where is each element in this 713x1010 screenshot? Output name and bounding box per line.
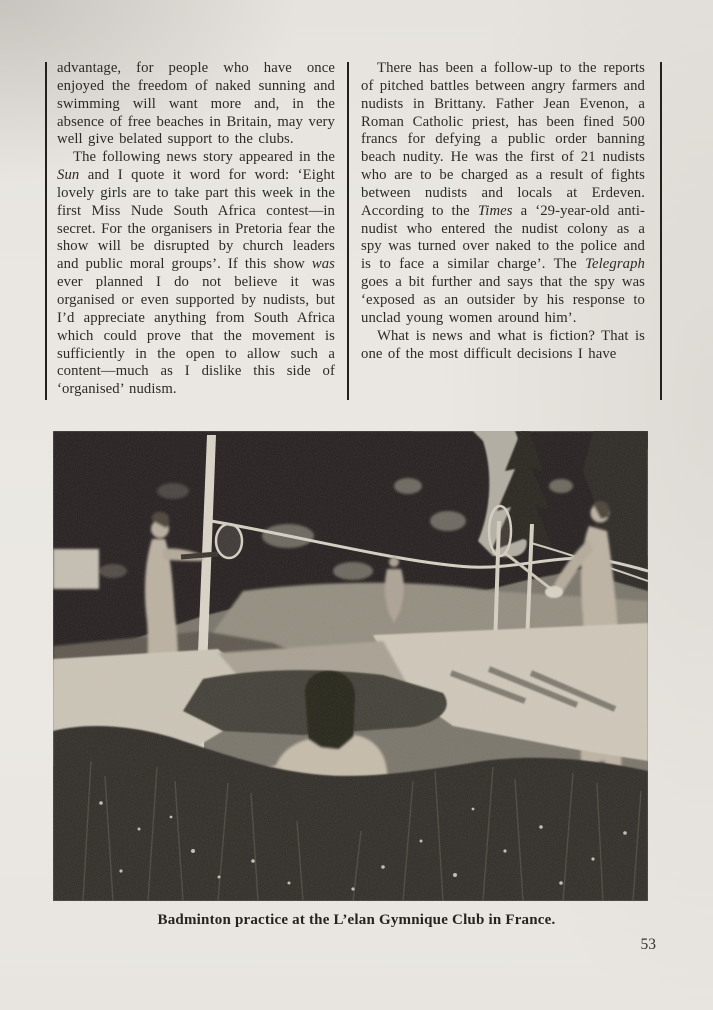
photo-caption: Badminton practice at the L’elan Gymnique Club in France. bbox=[157, 912, 556, 928]
paragraph: What is news and what is fiction? That is one of the most difficult decisions I have bbox=[361, 327, 645, 362]
column-rule-right bbox=[660, 62, 662, 400]
distant-light-gap bbox=[53, 549, 99, 589]
text-column-left bbox=[57, 60, 335, 399]
paragraph: There has been a follow-up to the reports of pitched battles between angry farmers and nudists in Brittany. Father Jean Evenon, a Roman Catholic priest, has been fined 500 francs for defying a public order banning beach nudity. He was the first of 21 nudists who are to be charged as a result of fights between nudists and locals at Erdeven. According to the Times a ‘29-year-old anti-nudist who entered the nudist colony as a spy was turned over naked to the police and is to face a similar charge’. The Telegraph goes a bit further and says that the spy was ‘exposed as an outsider by his response to unclad young women around him’. bbox=[361, 60, 645, 326]
racquet-head-right bbox=[489, 506, 511, 556]
column-rule-middle bbox=[347, 62, 349, 400]
racquet-head-left bbox=[216, 524, 242, 558]
text-column-right bbox=[361, 60, 645, 363]
page-number: 53 bbox=[640, 936, 656, 953]
racquet-handle-left bbox=[181, 554, 218, 557]
paragraph: advantage, for people who have once enjoyed the freedom of naked sunning and swimming will want more and, in the absence of free beaches in Britain, may very well give belated support to the clubs. bbox=[57, 60, 335, 148]
shuttle-blob bbox=[545, 586, 563, 598]
paragraph: The following news story appeared in the Sun and I quote it word for word: ‘Eight lovely girls are to take part this week in the first Miss Nude South Africa contest—in secret. For the organisers in Pretoria fear the show will be disrupted by church leaders and public moral groups’. If this show was ever planned I do not believe it was organised or even supported by nudists, but I’d appreciate anything from South Africa which could prove that the movement is sufficiently in the open to allow such a content—much as I dislike this side of ‘organised’ nudism. bbox=[57, 149, 335, 398]
column-rule-left bbox=[45, 62, 47, 400]
badminton-photo bbox=[53, 431, 648, 901]
